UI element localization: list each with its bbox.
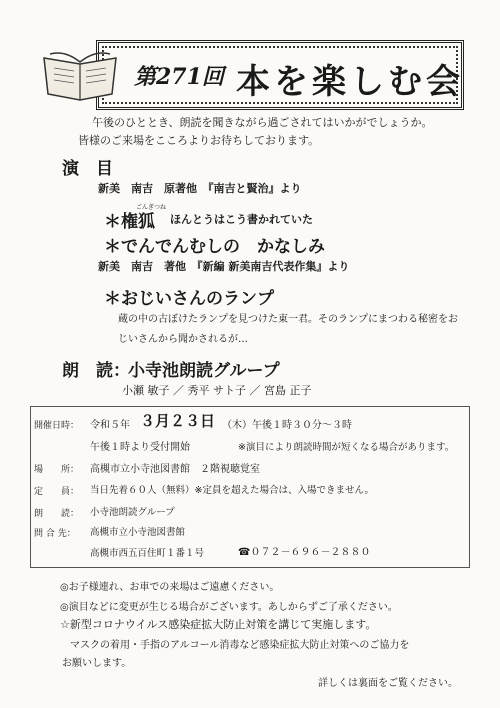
intro-line-1: 午後のひととき、朗読を聞きながら過ごされてはいかがでしょうか。 bbox=[92, 116, 433, 129]
reader-label: 朗 読： bbox=[62, 361, 130, 381]
reception-time: 午後１時より受付開始 bbox=[90, 442, 190, 453]
program-item-1-subtitle: ほんとうはこう書かれていた bbox=[170, 213, 313, 226]
reception-note: ※演目により朗読時間が短くなる場合があります。 bbox=[238, 442, 455, 453]
note-1: ◎お子様連れ、お車での来場はご遠慮ください。 bbox=[60, 582, 280, 593]
program-item-3: ＊おじいさんのランプ bbox=[104, 289, 274, 309]
capacity-label: 定 員： bbox=[34, 487, 80, 497]
program-heading: 演 目 bbox=[62, 159, 113, 179]
contact-label: 問 合 先： bbox=[34, 529, 76, 539]
page-title: 本を楽しむ会 bbox=[236, 62, 464, 102]
program-item-2: ＊でんでんむしの かなしみ bbox=[104, 237, 325, 257]
program-item-3-desc-1: 蔵の中の古ぼけたランプを見つけた東一君。そのランプにまつわる秘密をお bbox=[118, 314, 458, 325]
reader-names: 小瀬 敏子 ／ 秀平 サト子 ／ 宮島 正子 bbox=[122, 384, 312, 397]
contact-address: 高槻市西五百住町１番１号 bbox=[90, 548, 205, 559]
reading-value: 小寺池朗読グループ bbox=[90, 507, 175, 518]
open-book-icon bbox=[40, 44, 120, 102]
note-4: マスクの着用・手指のアルコール消毒など感染症拡大防止対策へのご協力を bbox=[70, 640, 410, 651]
episode-number: 第271回 bbox=[134, 64, 224, 90]
date-prefix: 令和５年 bbox=[90, 420, 130, 431]
author-line-1: 新美 南吉 原著他 『南吉と賢治』より bbox=[98, 182, 302, 195]
program-item-3-desc-2: じいさんから聞かされるが… bbox=[118, 334, 248, 345]
item1-ruby: ごんぎつね bbox=[136, 204, 167, 211]
date-suffix: （木）午後１時３０分～３時 bbox=[222, 420, 352, 431]
author-line-2: 新美 南吉 著他 『新編 新美南吉代表作集』より bbox=[98, 260, 350, 273]
note-5: お願いします。 bbox=[62, 658, 132, 669]
note-6: 詳しくは裏面をご覧ください。 bbox=[318, 678, 458, 689]
note-2: ◎演目などに変更が生じる場合がございます。あしからずご了承ください。 bbox=[60, 602, 398, 613]
reader-group: 小寺池朗読グループ bbox=[128, 361, 280, 381]
note-3: ☆新型コロナウイルス感染症拡大防止対策を講じて実施します。 bbox=[60, 618, 377, 631]
intro-line-2: 皆様のご来場をこころよりお待ちしております。 bbox=[78, 134, 320, 147]
place-value: 高槻市立小寺池図書館 ２階視聴覚室 bbox=[90, 464, 260, 475]
reading-label: 朗 読： bbox=[34, 509, 80, 519]
capacity-value: 当日先着６０人（無料）※定員を超えた場合は、入場できません。 bbox=[90, 485, 375, 496]
date-main: ３月２３日 bbox=[140, 412, 216, 430]
program-item-1: ＊権狐 bbox=[104, 212, 155, 232]
place-label: 場 所： bbox=[34, 465, 80, 475]
contact-phone: ☎０７２－６９６－２８８０ bbox=[238, 547, 371, 558]
contact-name: 高槻市立小寺池図書館 bbox=[90, 527, 186, 538]
date-label: 開催日時： bbox=[34, 421, 80, 431]
